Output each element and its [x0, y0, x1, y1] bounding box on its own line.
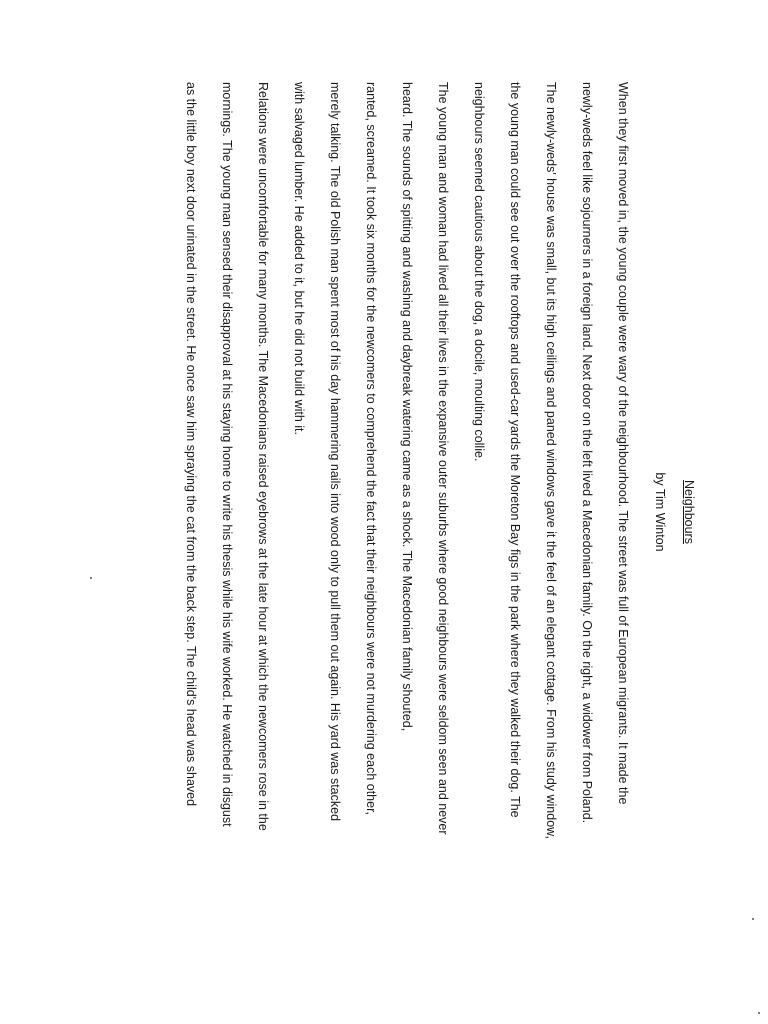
- scan-speck: [758, 1012, 760, 1014]
- paragraph-line: with salvaged lumber. He added to it, but he did not build with it.: [292, 82, 306, 435]
- paragraph-line: newly-weds feel like sojourners in a foreign land. Next door on the left lived a Macedonian family. On the right, a widower from Poland.: [580, 82, 594, 824]
- document-title: Neighbours: [682, 480, 696, 544]
- scan-speck: [90, 577, 92, 579]
- paragraph-line: the young man could see out over the rooftops and used-car yards the Moreton Bay figs in the park where they walked their dog. The: [508, 82, 522, 818]
- paragraph-line: The young man and woman had lived all their lives in the expansive outer suburbs where good neighbours were seldom seen and never: [436, 82, 450, 835]
- paragraph-line: When they first moved in, the young couple were wary of the neighbourhood. The street was full of European migrants. It made the: [616, 82, 630, 805]
- paragraph-line: The newly-weds' house was small, but its high ceilings and paned windows gave it the feel of an elegant cottage. From his study window,: [544, 82, 558, 839]
- paragraph-line: merely talking. The old Polish man spent most of his day hammering nails into wood only to pull them out again. His yard was stacked: [328, 82, 342, 822]
- paragraph-line: ranted, screamed. It took six months for the newcomers to comprehend the fact that their neighbours were not murdering each other,: [364, 82, 378, 816]
- paragraph-line: Relations were uncomfortable for many months. The Macedonians raised eyebrows at the late hour at which the newcomers rose in the: [256, 82, 270, 831]
- paragraph-line: as the little boy next door urinated in the street. He once saw him spraying the cat from the back step. The child's head was shaved: [184, 82, 198, 807]
- paragraph-line: heard. The sounds of spitting and washing and daybreak watering came as a shock. The Macedonian family shouted,: [400, 82, 414, 732]
- paragraph-line: neighbours seemed cautious about the dog, a docile, moulting collie.: [472, 82, 486, 462]
- paragraph-line: mornings. The young man sensed their disapproval at his staying home to write his thesis while his wife worked. He watched in disgust: [220, 82, 234, 827]
- document-author: by Tim Winton: [653, 472, 667, 552]
- scan-speck: [752, 918, 754, 920]
